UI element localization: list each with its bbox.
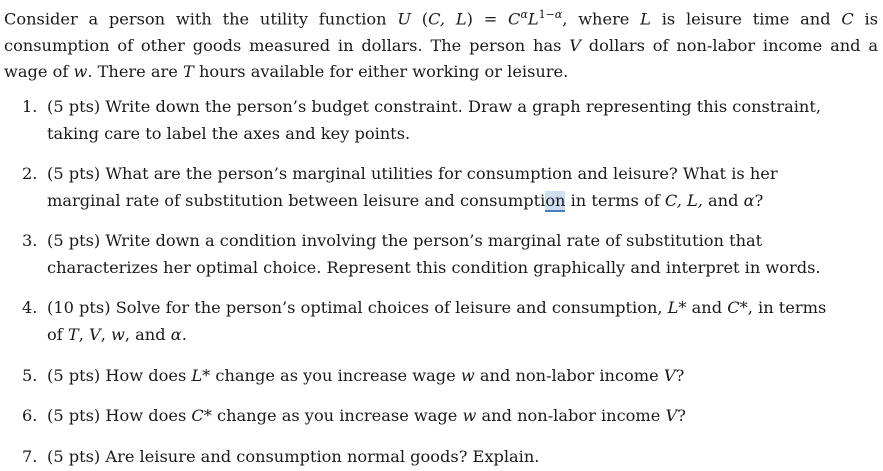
problem-text: (5 pts) How does L* change as you increase wage w and non-labor income V? bbox=[47, 366, 685, 385]
var-V: V bbox=[569, 35, 581, 55]
problem-item-7 bbox=[0, 443, 837, 470]
intro-paragraph: Consider a person with the utility function U (C, $L) = C^\alpha L^{1-\alpha}$, where L is leisure time and C is consumption of other goods measured in dollars. The person has V dollars of non-labor income and a wage of w. There are T hours available for either working or leisure. bbox=[4, 8, 878, 82]
problem-text: (10 pts) Solve for the person’s optimal choices of leisure and consumption, L* and C*, in terms of T, V, w, and α. bbox=[47, 298, 827, 344]
problem-item-4 bbox=[0, 294, 837, 348]
problem-number: 2. bbox=[22, 164, 38, 183]
problem-number: 7. bbox=[22, 447, 38, 466]
problem-text: (5 pts) Write down a condition involving the person’s marginal rate of substitution that characterizes her optimal choice. Represent this condition graphically and interpret in words. bbox=[47, 231, 821, 277]
problem-text: (5 pts) What are the person’s marginal utilities for consumption and leisure? What is her marginal rate of substitution between leisure and consumption in terms of C, L, and α? bbox=[47, 164, 778, 210]
problem-number: 1. bbox=[22, 97, 38, 116]
intro-text: Consider a person with the utility function bbox=[4, 9, 398, 29]
utility-formula: U bbox=[397, 9, 411, 29]
problem-item-6 bbox=[0, 402, 837, 429]
var-w: w bbox=[73, 62, 88, 82]
problem-number: 4. bbox=[22, 298, 38, 317]
problem-number: 3. bbox=[22, 231, 38, 250]
text-selection[interactable]: on bbox=[545, 191, 566, 210]
problem-item-5 bbox=[0, 362, 837, 389]
problem-item-1 bbox=[0, 93, 837, 147]
problem-text: (5 pts) Write down the person’s budget constraint. Draw a graph representing this constraint, taking care to label the axes and key points. bbox=[47, 97, 822, 143]
var-C: C bbox=[841, 9, 854, 29]
problem-text: (5 pts) How does C* change as you increase wage w and non-labor income V? bbox=[47, 406, 686, 425]
problem-item-3 bbox=[0, 227, 837, 281]
var-L: L bbox=[640, 9, 651, 29]
var-T: T bbox=[183, 62, 194, 82]
problem-list bbox=[0, 93, 883, 470]
problem-item-2 bbox=[0, 160, 837, 214]
problem-number: 5. bbox=[22, 366, 38, 385]
problem-text: (5 pts) Are leisure and consumption normal goods? Explain. bbox=[47, 447, 540, 466]
problem-number: 6. bbox=[22, 406, 38, 425]
